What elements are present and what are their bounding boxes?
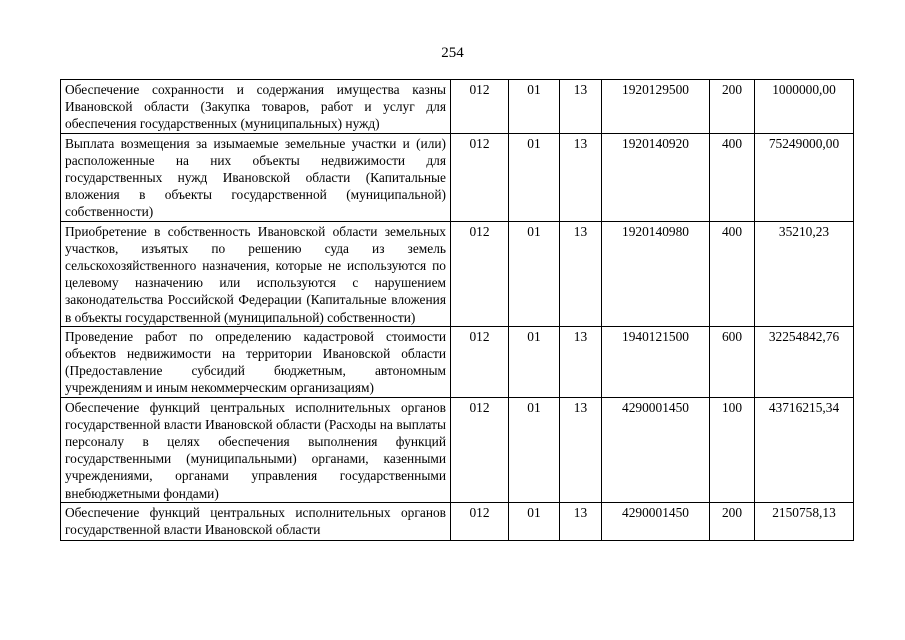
row-description: Выплата возмещения за изымаемые земельные участки и (или) расположенные на них объекты недвижимости для государственных нужд Ивановской области (Капитальные вложения в объекты государственной (муниципальной) собственности) xyxy=(61,133,451,221)
row-description: Обеспечение функций центральных исполнительных органов государственной власти Ивановской области (Расходы на выплаты персоналу в целях обеспечения выполнения функций государственными (муниципальными) органами, казенными учреждениями, органами управления государственными внебюджетными фондами) xyxy=(61,397,451,502)
table-row xyxy=(61,133,854,221)
table-row xyxy=(61,397,854,502)
row-description: Обеспечение функций центральных исполнительных органов государственной власти Ивановской области xyxy=(65,504,446,538)
subsection-code: 13 xyxy=(560,397,602,502)
amount: 1000000,00 xyxy=(755,80,854,134)
amount: 32254842,76 xyxy=(755,326,854,397)
target-article-code: 4290001450 xyxy=(602,502,710,540)
section-code: 01 xyxy=(509,326,560,397)
section-code: 01 xyxy=(509,221,560,326)
expense-type-code: 400 xyxy=(710,221,755,326)
table-row xyxy=(61,221,854,326)
amount: 2150758,13 xyxy=(755,502,854,540)
row-description: Обеспечение сохранности и содержания имущества казны Ивановской области (Закупка товаров, работ и услуг для обеспечения государственных (муниципальных) нужд) xyxy=(61,80,451,134)
subsection-code: 13 xyxy=(560,80,602,134)
expense-type-code: 200 xyxy=(710,502,755,540)
target-article-code: 1940121500 xyxy=(602,326,710,397)
expense-type-code: 100 xyxy=(710,397,755,502)
subsection-code: 13 xyxy=(560,133,602,221)
table-row xyxy=(61,80,854,134)
amount: 75249000,00 xyxy=(755,133,854,221)
expense-type-code: 600 xyxy=(710,326,755,397)
expense-type-code: 200 xyxy=(710,80,755,134)
subsection-code: 13 xyxy=(560,221,602,326)
ministry-code: 012 xyxy=(451,326,509,397)
ministry-code: 012 xyxy=(451,221,509,326)
subsection-code: 13 xyxy=(560,502,602,540)
table-row xyxy=(61,502,854,540)
ministry-code: 012 xyxy=(451,397,509,502)
target-article-code: 1920140920 xyxy=(602,133,710,221)
row-description: Проведение работ по определению кадастровой стоимости объектов недвижимости на территории Ивановской области (Предоставление субсидий бюджетным, автономным учреждениям и иным некоммерческим организациям) xyxy=(61,326,451,397)
section-code: 01 xyxy=(509,502,560,540)
ministry-code: 012 xyxy=(451,80,509,134)
expense-type-code: 400 xyxy=(710,133,755,221)
page-number: 254 xyxy=(441,45,464,61)
budget-table xyxy=(60,79,854,541)
target-article-code: 1920140980 xyxy=(602,221,710,326)
row-description-cell xyxy=(61,502,451,540)
section-code: 01 xyxy=(509,80,560,134)
section-code: 01 xyxy=(509,397,560,502)
amount: 35210,23 xyxy=(755,221,854,326)
table-row xyxy=(61,326,854,397)
subsection-code: 13 xyxy=(560,326,602,397)
target-article-code: 4290001450 xyxy=(602,397,710,502)
amount: 43716215,34 xyxy=(755,397,854,502)
section-code: 01 xyxy=(509,133,560,221)
row-description: Приобретение в собственность Ивановской области земельных участков, изъятых по решению суда из земель сельскохозяйственного назначения, которые не используются по целевому назначению или используются с нарушением законодательства Российской Федерации (Капитальные вложения в объекты государственной (муниципальной) собственности) xyxy=(61,221,451,326)
ministry-code: 012 xyxy=(451,502,509,540)
target-article-code: 1920129500 xyxy=(602,80,710,134)
ministry-code: 012 xyxy=(451,133,509,221)
